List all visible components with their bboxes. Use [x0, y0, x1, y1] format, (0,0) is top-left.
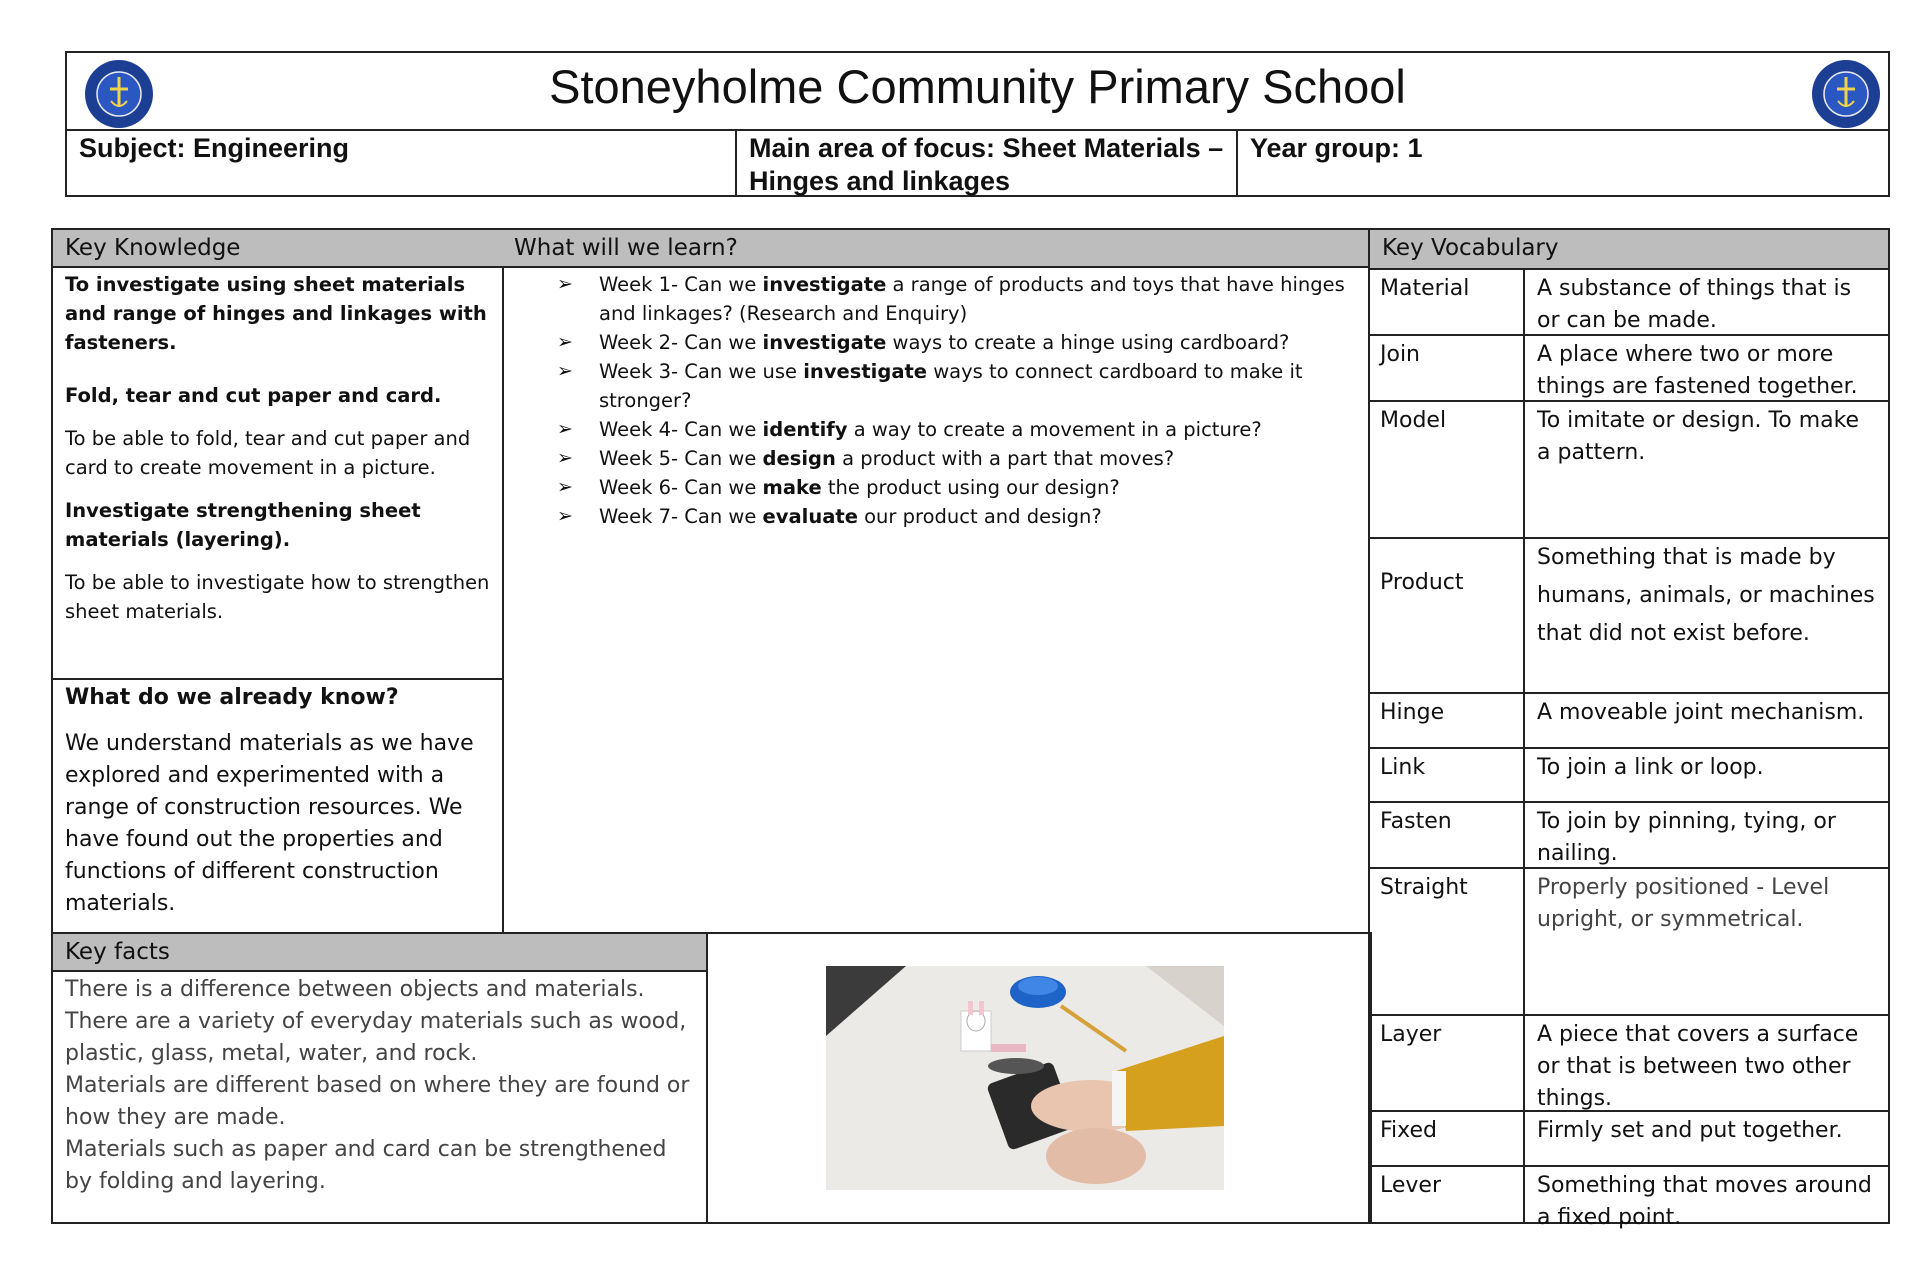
learn-item-text: ways to create a hinge using cardboard?: [886, 331, 1290, 354]
learn-item-keyword: investigate: [762, 331, 887, 354]
key-knowledge-section: [51, 228, 504, 680]
craft-photo: [826, 966, 1224, 1190]
vocabulary-term: Layer: [1370, 1016, 1525, 1110]
key-fact: There are a variety of everyday materials such as wood, plastic, glass, metal, water, and rock.: [65, 1009, 687, 1066]
key-facts-body: [53, 972, 706, 1200]
arrow-bullet-icon: ➢: [557, 447, 573, 469]
learn-item-keyword: evaluate: [762, 505, 858, 528]
already-know-heading: What do we already know?: [65, 685, 399, 710]
school-logo-right: [1811, 59, 1881, 129]
learn-item-keyword: investigate: [803, 360, 928, 383]
vocabulary-row: [1370, 867, 1888, 1014]
learn-list: [502, 268, 1368, 531]
learn-item-text: a range of products and toys that have hinges and linkages? (Research and Enquiry): [599, 273, 1345, 325]
already-know-section: [51, 678, 504, 934]
vocabulary-row: [1370, 747, 1888, 801]
knowledge-objective: To investigate using sheet materials and range of hinges and linkages with fasteners.: [65, 273, 487, 354]
vocabulary-term: Join: [1370, 336, 1525, 400]
learn-item: [557, 357, 1368, 415]
learn-item-keyword: identify: [762, 418, 848, 441]
learn-item-text: Week 2- Can we: [599, 331, 763, 354]
vocabulary-definition: Firmly set and put together.: [1537, 1118, 1843, 1143]
learn-item-keyword: investigate: [762, 273, 887, 296]
arrow-bullet-icon: ➢: [557, 505, 573, 527]
vocabulary-term: Fasten: [1370, 803, 1525, 867]
key-fact: There is a difference between objects and materials.: [65, 977, 645, 1002]
learn-item: [557, 415, 1368, 444]
learn-item-keyword: make: [762, 476, 822, 499]
learn-item: [557, 502, 1368, 531]
focus-label: Main area of focus: Sheet Materials – Hinges and linkages: [737, 131, 1238, 197]
learn-item: [557, 444, 1368, 473]
key-facts-heading: Key facts: [53, 934, 706, 972]
vocabulary-term: Product: [1370, 539, 1525, 692]
learn-item-text: a way to create a movement in a picture?: [847, 418, 1262, 441]
vocabulary-definition: A piece that covers a surface or that is between two other things.: [1537, 1022, 1859, 1111]
vocabulary-term: Straight: [1370, 869, 1525, 1014]
vocabulary-term: Link: [1370, 749, 1525, 801]
vocabulary-term: Fixed: [1370, 1112, 1525, 1165]
vocabulary-definition: To join by pinning, tying, or nailing.: [1537, 809, 1836, 866]
learn-heading: What will we learn?: [502, 230, 1368, 268]
header-box: [65, 51, 1890, 197]
school-logo-left: [84, 59, 154, 129]
learn-item-text: Week 6- Can we: [599, 476, 763, 499]
learn-section: [502, 228, 1370, 934]
vocabulary-row: [1370, 1165, 1888, 1230]
school-title: Stoneyholme Community Primary School: [549, 60, 1406, 113]
key-knowledge-heading: Key Knowledge: [53, 230, 502, 268]
vocabulary-definition: Properly positioned - Level upright, or symmetrical.: [1537, 875, 1830, 932]
vocabulary-term: Lever: [1370, 1167, 1525, 1222]
vocabulary-term: Hinge: [1370, 694, 1525, 747]
vocabulary-row: [1370, 1110, 1888, 1165]
vocabulary-row: [1370, 268, 1888, 334]
arrow-bullet-icon: ➢: [557, 331, 573, 353]
learn-item-text: our product and design?: [857, 505, 1102, 528]
knowledge-skill-strengthen: Investigate strengthening sheet materials (layering).: [65, 499, 421, 551]
header-info-row: [67, 129, 1888, 197]
learn-item: [557, 473, 1368, 502]
learn-item-text: the product using our design?: [821, 476, 1120, 499]
year-group-label: Year group: 1: [1250, 133, 1423, 163]
vocabulary-row: [1370, 692, 1888, 747]
learn-item-keyword: design: [762, 447, 836, 470]
arrow-bullet-icon: ➢: [557, 418, 573, 440]
knowledge-skill-strengthen-detail: To be able to investigate how to strengthen sheet materials.: [65, 571, 490, 623]
already-know-body: [53, 678, 502, 924]
arrow-bullet-icon: ➢: [557, 273, 573, 295]
learn-item-text: a product with a part that moves?: [835, 447, 1175, 470]
key-knowledge-body: [53, 268, 502, 628]
already-know-text: We understand materials as we have explored and experimented with a range of construction resources. We have found out the properties and functions of different construction materials.: [65, 731, 474, 916]
vocabulary-definition: A moveable joint mechanism.: [1537, 700, 1865, 725]
learn-item-text: Week 7- Can we: [599, 505, 763, 528]
vocabulary-section: [1368, 228, 1890, 1230]
vocabulary-row: [1370, 801, 1888, 867]
key-facts-section: [51, 932, 708, 1224]
photo-section: [706, 932, 1372, 1224]
vocabulary-definition: To join a link or loop.: [1537, 755, 1764, 780]
learn-item-text: Week 3- Can we use: [599, 360, 804, 383]
learn-item-text: Week 5- Can we: [599, 447, 763, 470]
learn-item: [557, 270, 1368, 328]
learn-item-text: ways to connect cardboard to make it stronger?: [599, 360, 1303, 412]
arrow-bullet-icon: ➢: [557, 360, 573, 382]
vocabulary-heading: Key Vocabulary: [1370, 230, 1888, 270]
vocabulary-definition: To imitate or design. To make a pattern.: [1537, 408, 1860, 465]
vocabulary-row: [1370, 1014, 1888, 1110]
subject-label: Subject: Engineering: [67, 131, 737, 197]
arrow-bullet-icon: ➢: [557, 476, 573, 498]
knowledge-skill-fold-detail: To be able to fold, tear and cut paper and card to create movement in a picture.: [65, 427, 471, 479]
vocabulary-definition: Something that is made by humans, animals, or machines that did not exist before.: [1537, 545, 1875, 646]
learn-item-text: Week 4- Can we: [599, 418, 763, 441]
key-fact: Materials such as paper and card can be strengthened by folding and layering.: [65, 1137, 667, 1194]
knowledge-skill-fold: Fold, tear and cut paper and card.: [65, 384, 442, 407]
vocabulary-term: Material: [1370, 270, 1525, 334]
learn-item: [557, 328, 1368, 357]
vocabulary-definition: A place where two or more things are fastened together.: [1537, 342, 1858, 399]
vocabulary-definition: Something that moves around a fixed point.: [1537, 1173, 1872, 1230]
vocabulary-definition: A substance of things that is or can be made.: [1537, 276, 1852, 333]
vocabulary-row: [1370, 400, 1888, 537]
key-fact: Materials are different based on where they are found or how they are made.: [65, 1073, 690, 1130]
vocabulary-row: [1370, 334, 1888, 400]
learn-item-text: Week 1- Can we: [599, 273, 763, 296]
vocabulary-row: [1370, 537, 1888, 692]
vocabulary-term: Model: [1370, 402, 1525, 537]
